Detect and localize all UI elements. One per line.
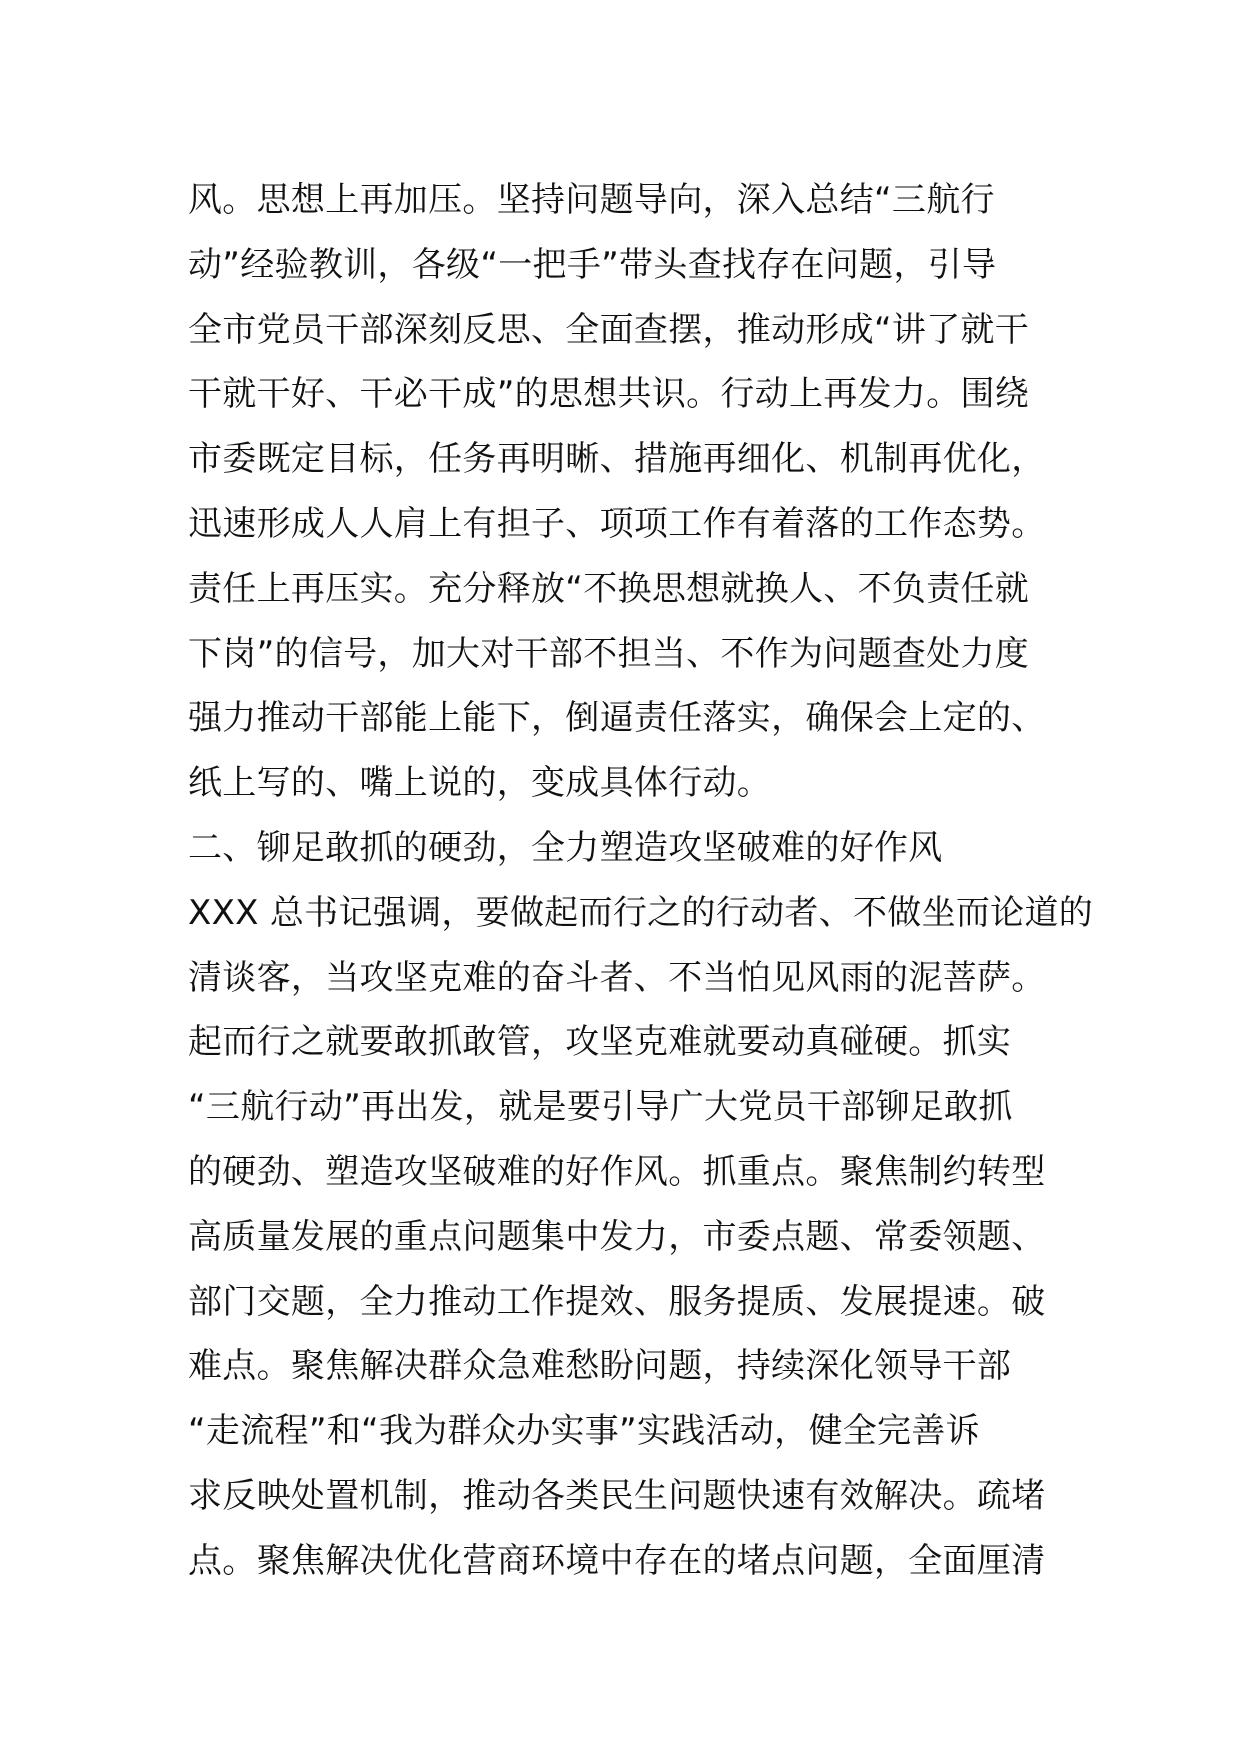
- text-line: “三航行动”再出发，就是要引导广大党员干部铆足敢抓: [188, 1087, 1013, 1128]
- text-line: “走流程”和“我为群众办实事”实践活动，健全完善诉: [188, 1411, 980, 1452]
- text-line: 市委既定目标，任务再明晰、措施再细化、机制再优化，: [188, 439, 1046, 480]
- text-line: 求反映处置机制，推动各类民生问题快速有效解决。疏堵: [188, 1475, 1046, 1516]
- text-line: XXX 总书记强调，要做起而行之的行动者、不做坐而论道的: [188, 892, 1094, 933]
- text-line: 动”经验教训，各级“一把手”带头查找存在问题，引导: [188, 244, 997, 285]
- text-line: 全市党员干部深刻反思、全面查摆，推动形成“讲了就干: [188, 309, 1030, 350]
- body-text: [188, 168, 1094, 1594]
- text-line: 的硬劲、塑造攻坚破难的好作风。抓重点。聚焦制约转型: [188, 1151, 1046, 1192]
- text-line: 责任上再压实。充分释放“不换思想就换人、不负责任就: [188, 568, 1030, 609]
- text-line: 高质量发展的重点问题集中发力，市委点题、常委领题、: [188, 1216, 1046, 1257]
- text-line: 清谈客，当攻坚克难的奋斗者、不当怕见风雨的泥菩萨。: [188, 957, 1046, 998]
- text-line: 纸上写的、嘴上说的，变成具体行动。: [188, 763, 772, 804]
- text-line: 起而行之就要敢抓敢管，攻坚克难就要动真碰硬。抓实: [188, 1022, 1012, 1063]
- text-line: 迅速形成人人肩上有担子、项项工作有着落的工作态势。: [188, 503, 1046, 544]
- text-line: 部门交题，全力推动工作提效、服务提质、发展提速。破: [188, 1281, 1046, 1322]
- text-line: 点。聚焦解决优化营商环境中存在的堵点问题，全面厘清: [188, 1540, 1046, 1581]
- text-line: 风。思想上再加压。坚持问题导向，深入总结“三航行: [188, 180, 995, 220]
- text-line: 干就干好、干必干成”的思想共识。行动上再发力。围绕: [188, 374, 1030, 415]
- section-heading: 二、铆足敢抓的硬劲，全力塑造攻坚破难的好作风: [188, 827, 943, 868]
- text-line: 下岗”的信号，加大对干部不担当、不作为问题查处力度: [188, 633, 1030, 674]
- text-line: 强力推动干部能上能下，倒逼责任落实，确保会上定的、: [188, 698, 1046, 739]
- text-line: 难点。聚焦解决群众急难愁盼问题，持续深化领导干部: [188, 1346, 1012, 1387]
